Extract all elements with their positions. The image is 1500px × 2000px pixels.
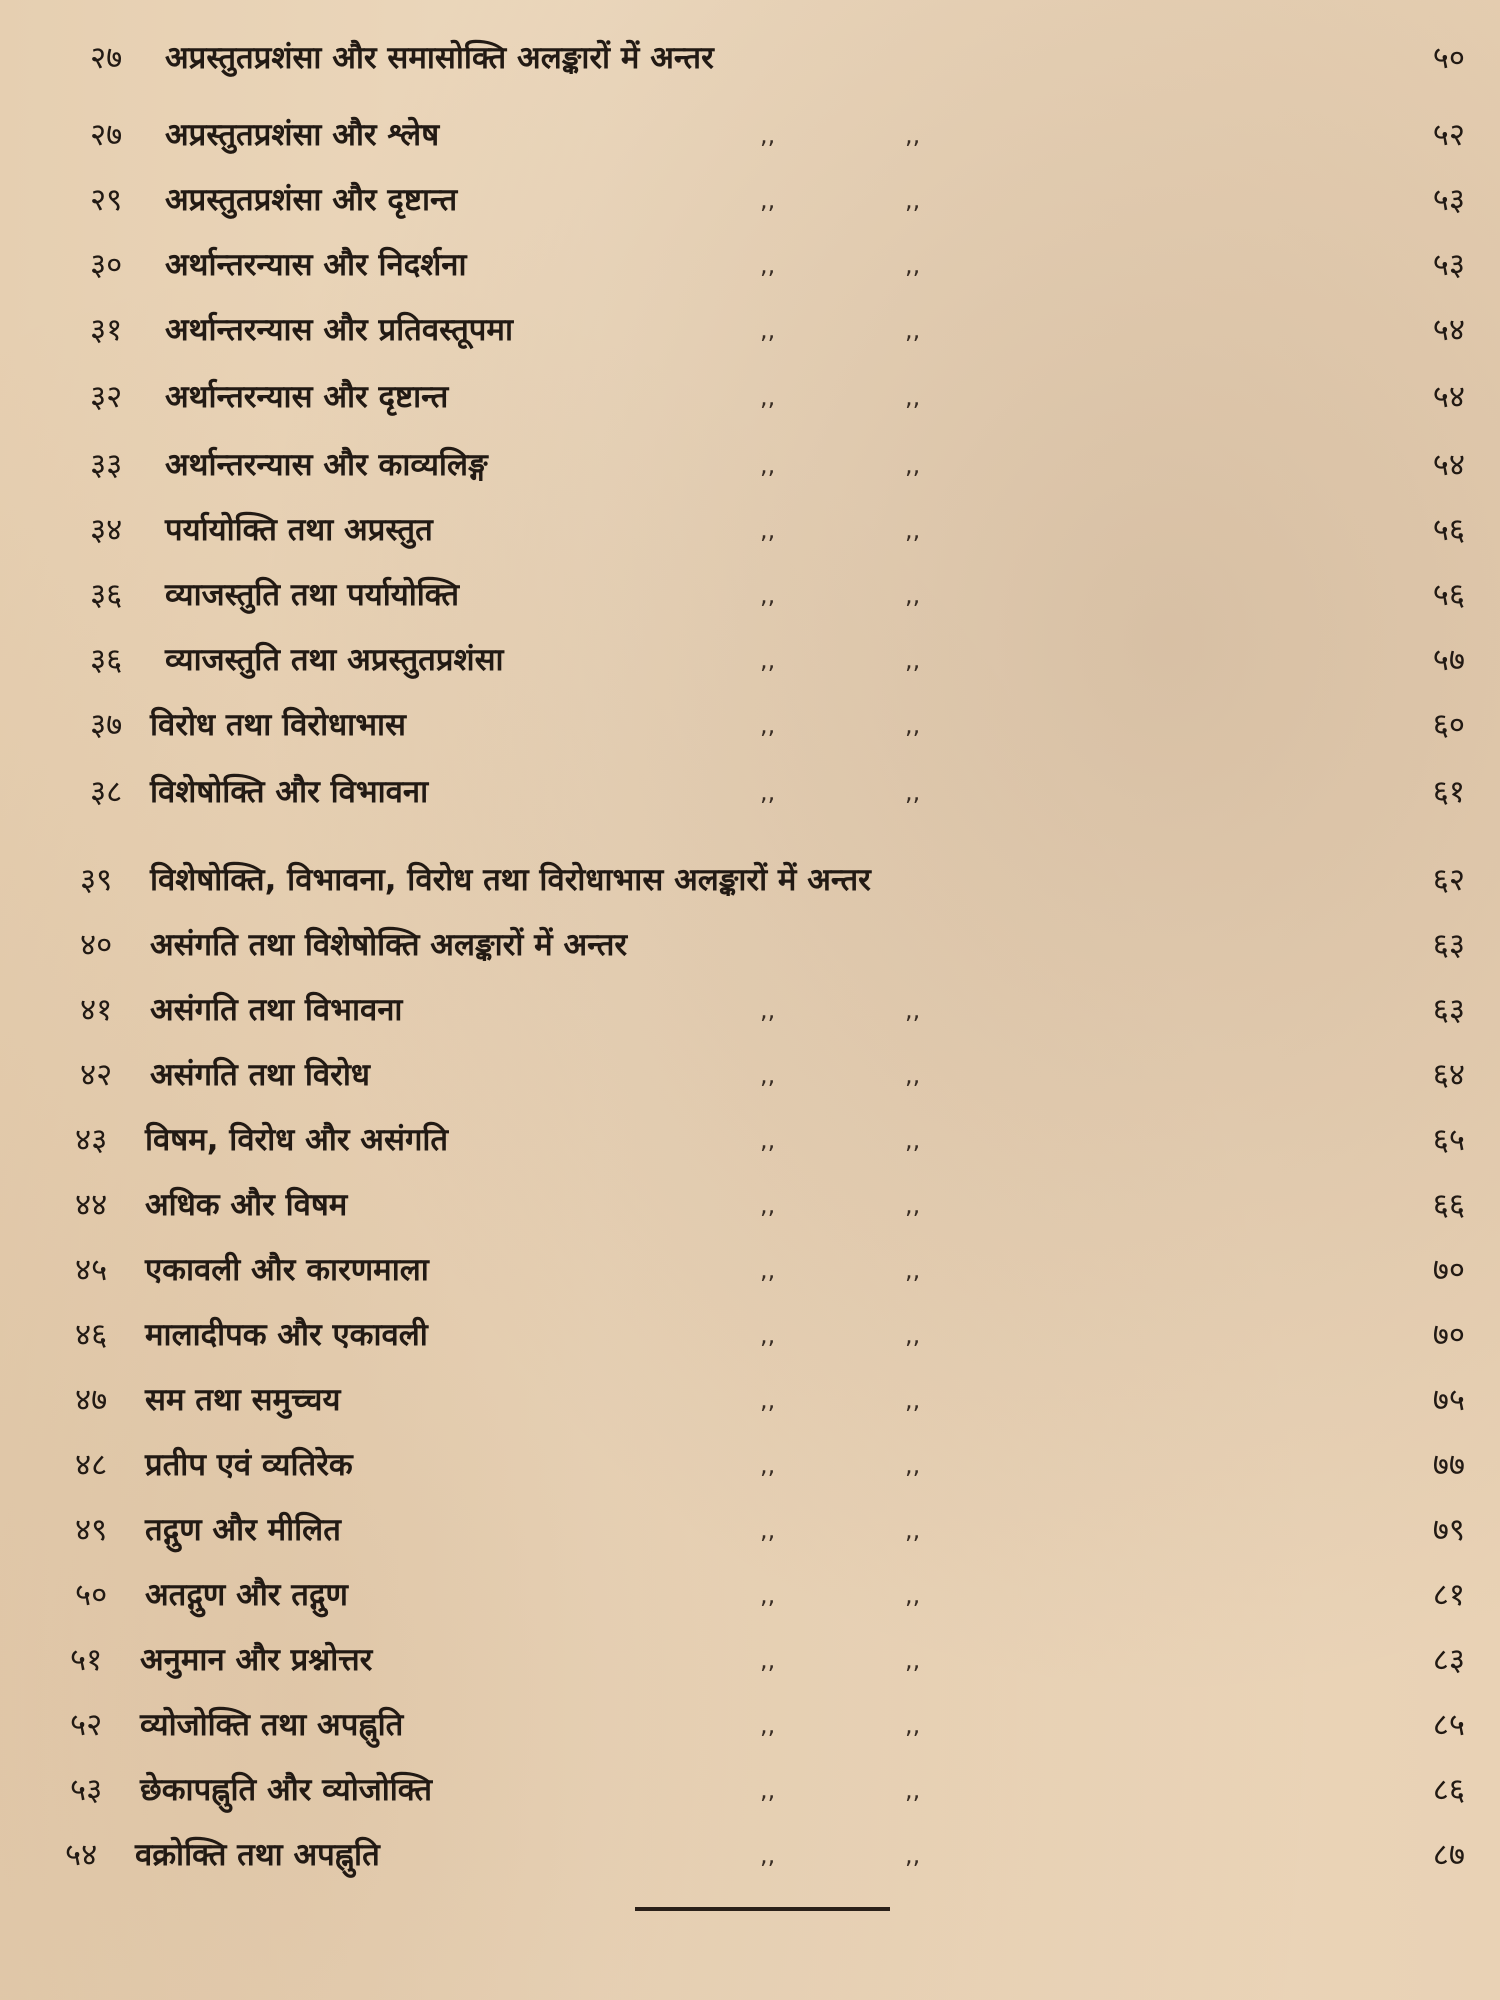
ditto-mark: ,, bbox=[905, 1776, 921, 1804]
toc-entry bbox=[0, 1570, 1500, 1620]
entry-page-number: ८५ bbox=[1432, 1707, 1465, 1743]
ditto-mark: ,, bbox=[905, 516, 921, 544]
ditto-mark: ,, bbox=[760, 996, 776, 1024]
entry-number: ३१ bbox=[90, 312, 123, 348]
entry-title: व्याजस्तुति तथा अप्रस्तुतप्रशंसा bbox=[165, 642, 504, 678]
entry-number: ४० bbox=[80, 927, 113, 963]
ditto-mark: ,, bbox=[760, 516, 776, 544]
ditto-mark: ,, bbox=[905, 383, 921, 411]
ditto-mark: ,, bbox=[905, 996, 921, 1024]
ditto-mark: ,, bbox=[905, 1126, 921, 1154]
entry-page-number: ५४ bbox=[1432, 447, 1465, 483]
entry-number: ५१ bbox=[70, 1642, 103, 1678]
entry-number: ४९ bbox=[75, 1512, 108, 1548]
entry-title: मालादीपक और एकावली bbox=[145, 1317, 428, 1353]
entry-number: ४१ bbox=[80, 992, 113, 1028]
entry-page-number: ७९ bbox=[1432, 1512, 1465, 1548]
toc-entry bbox=[0, 1700, 1500, 1750]
toc-entry bbox=[0, 1115, 1500, 1165]
entry-page-number: ६१ bbox=[1432, 774, 1465, 810]
entry-title: अनुमान और प्रश्नोत्तर bbox=[140, 1642, 373, 1678]
toc-entry bbox=[0, 985, 1500, 1035]
ditto-mark: ,, bbox=[905, 1061, 921, 1089]
entry-title: विषम, विरोध और असंगति bbox=[145, 1122, 449, 1158]
ditto-mark: ,, bbox=[905, 1191, 921, 1219]
entry-title: अर्थान्तरन्यास और काव्यलिङ्ग bbox=[165, 447, 488, 483]
entry-title: अप्रस्तुतप्रशंसा और समासोक्ति अलङ्कारों में अन्तर bbox=[165, 40, 714, 76]
toc-entry bbox=[0, 305, 1500, 355]
toc-entry bbox=[0, 1245, 1500, 1295]
entry-page-number: ७० bbox=[1432, 1317, 1465, 1353]
entry-title: अतद्गुण और तद्गुण bbox=[145, 1577, 348, 1613]
entry-title: एकावली और कारणमाला bbox=[145, 1252, 429, 1288]
entry-page-number: ६२ bbox=[1432, 862, 1465, 898]
entry-page-number: ५७ bbox=[1432, 642, 1465, 678]
entry-page-number: ६३ bbox=[1432, 927, 1465, 963]
ditto-mark: ,, bbox=[905, 1256, 921, 1284]
entry-title: विरोध तथा विरोधाभास bbox=[150, 707, 406, 743]
entry-page-number: ७५ bbox=[1432, 1382, 1465, 1418]
entry-title: वक्रोक्ति तथा अपह्नुति bbox=[135, 1837, 380, 1873]
entry-number: ५४ bbox=[65, 1837, 98, 1873]
toc-entry bbox=[0, 1310, 1500, 1360]
entry-page-number: ५२ bbox=[1432, 117, 1465, 153]
entry-page-number: ६६ bbox=[1432, 1187, 1465, 1223]
entry-page-number: ७० bbox=[1432, 1252, 1465, 1288]
ditto-mark: ,, bbox=[760, 711, 776, 739]
entry-title: तद्गुण और मीलित bbox=[145, 1512, 341, 1548]
entry-page-number: ६४ bbox=[1432, 1057, 1465, 1093]
toc-entry bbox=[0, 767, 1500, 817]
entry-title: असंगति तथा विरोध bbox=[150, 1057, 370, 1093]
entry-title: छेकापह्नुति और व्योजोक्ति bbox=[140, 1772, 433, 1808]
ditto-mark: ,, bbox=[760, 121, 776, 149]
entry-number: ३८ bbox=[90, 774, 123, 810]
entry-title: असंगति तथा विभावना bbox=[150, 992, 403, 1028]
entry-number: ३३ bbox=[90, 447, 123, 483]
ditto-mark: ,, bbox=[760, 1646, 776, 1674]
toc-entry bbox=[0, 700, 1500, 750]
entry-title: प्रतीप एवं व्यतिरेक bbox=[145, 1447, 353, 1483]
ditto-mark: ,, bbox=[905, 1581, 921, 1609]
entry-number: २७ bbox=[90, 117, 123, 153]
ditto-mark: ,, bbox=[760, 383, 776, 411]
ditto-mark: ,, bbox=[760, 778, 776, 806]
ditto-mark: ,, bbox=[905, 1451, 921, 1479]
entry-page-number: ५६ bbox=[1432, 577, 1465, 613]
ditto-mark: ,, bbox=[760, 1256, 776, 1284]
toc-entry bbox=[0, 1765, 1500, 1815]
entry-page-number: ५६ bbox=[1432, 512, 1465, 548]
ditto-mark: ,, bbox=[760, 186, 776, 214]
entry-number: ५२ bbox=[70, 1707, 103, 1743]
entry-title: व्योजोक्ति तथा अपह्नुति bbox=[140, 1707, 404, 1743]
entry-number: ४४ bbox=[75, 1187, 108, 1223]
ditto-mark: ,, bbox=[760, 251, 776, 279]
ditto-mark: ,, bbox=[760, 1776, 776, 1804]
ditto-mark: ,, bbox=[760, 1841, 776, 1869]
toc-entry bbox=[0, 1050, 1500, 1100]
ditto-mark: ,, bbox=[760, 1581, 776, 1609]
ditto-mark: ,, bbox=[760, 1516, 776, 1544]
ditto-mark: ,, bbox=[905, 251, 921, 279]
entry-number: ४५ bbox=[75, 1252, 108, 1288]
entry-number: ५० bbox=[75, 1577, 108, 1613]
entry-page-number: ६३ bbox=[1432, 992, 1465, 1028]
entry-number: २९ bbox=[90, 182, 123, 218]
entry-title: विशेषोक्ति, विभावना, विरोध तथा विरोधाभास अलङ्कारों में अन्तर bbox=[150, 862, 871, 898]
entry-number: ४७ bbox=[75, 1382, 108, 1418]
entry-number: ३७ bbox=[90, 707, 123, 743]
toc-entry bbox=[0, 570, 1500, 620]
entry-number: ४६ bbox=[75, 1317, 108, 1353]
entry-page-number: ६० bbox=[1432, 707, 1465, 743]
ditto-mark: ,, bbox=[905, 451, 921, 479]
ditto-mark: ,, bbox=[905, 1646, 921, 1674]
entry-title: पर्यायोक्ति तथा अप्रस्तुत bbox=[165, 512, 433, 548]
toc-entry bbox=[0, 855, 1500, 905]
entry-page-number: ५३ bbox=[1432, 247, 1465, 283]
entry-number: ३६ bbox=[90, 577, 123, 613]
toc-entry bbox=[0, 372, 1500, 422]
entry-number: ४३ bbox=[75, 1122, 108, 1158]
entry-title: सम तथा समुच्चय bbox=[145, 1382, 341, 1418]
toc-entry bbox=[0, 920, 1500, 970]
entry-number: ४२ bbox=[80, 1057, 113, 1093]
ditto-mark: ,, bbox=[905, 1386, 921, 1414]
ditto-mark: ,, bbox=[760, 316, 776, 344]
entry-number: ४८ bbox=[75, 1447, 108, 1483]
ditto-mark: ,, bbox=[760, 1321, 776, 1349]
toc-entry bbox=[0, 1505, 1500, 1555]
toc-entry bbox=[0, 175, 1500, 225]
ditto-mark: ,, bbox=[905, 1321, 921, 1349]
ditto-mark: ,, bbox=[760, 1126, 776, 1154]
toc-entry bbox=[0, 1180, 1500, 1230]
ditto-mark: ,, bbox=[760, 1711, 776, 1739]
ditto-mark: ,, bbox=[760, 1386, 776, 1414]
entry-number: ३६ bbox=[90, 642, 123, 678]
entry-page-number: ७७ bbox=[1432, 1447, 1465, 1483]
entry-page-number: ६५ bbox=[1432, 1122, 1465, 1158]
ditto-mark: ,, bbox=[905, 186, 921, 214]
toc-entry bbox=[0, 1375, 1500, 1425]
entry-title: अधिक और विषम bbox=[145, 1187, 348, 1223]
end-divider-line bbox=[635, 1907, 890, 1911]
toc-entry bbox=[0, 240, 1500, 290]
ditto-mark: ,, bbox=[760, 581, 776, 609]
entry-number: ३९ bbox=[80, 862, 113, 898]
entry-number: ३२ bbox=[90, 379, 123, 415]
entry-page-number: ८७ bbox=[1432, 1837, 1465, 1873]
ditto-mark: ,, bbox=[760, 646, 776, 674]
ditto-mark: ,, bbox=[905, 646, 921, 674]
entry-number: ३० bbox=[90, 247, 123, 283]
ditto-mark: ,, bbox=[905, 711, 921, 739]
entry-title: अप्रस्तुतप्रशंसा और दृष्टान्त bbox=[165, 182, 458, 218]
entry-page-number: ८१ bbox=[1432, 1577, 1465, 1613]
entry-page-number: ८६ bbox=[1432, 1772, 1465, 1808]
ditto-mark: ,, bbox=[905, 778, 921, 806]
ditto-mark: ,, bbox=[905, 1516, 921, 1544]
entry-page-number: ८३ bbox=[1432, 1642, 1465, 1678]
ditto-mark: ,, bbox=[905, 1711, 921, 1739]
toc-entry bbox=[0, 1440, 1500, 1490]
ditto-mark: ,, bbox=[760, 451, 776, 479]
toc-entry bbox=[0, 505, 1500, 555]
toc-entry bbox=[0, 1635, 1500, 1685]
ditto-mark: ,, bbox=[905, 1841, 921, 1869]
ditto-mark: ,, bbox=[760, 1451, 776, 1479]
toc-entry bbox=[0, 440, 1500, 490]
toc-entry bbox=[0, 1830, 1500, 1880]
entry-title: व्याजस्तुति तथा पर्यायोक्ति bbox=[165, 577, 460, 613]
ditto-mark: ,, bbox=[905, 316, 921, 344]
entry-title: असंगति तथा विशेषोक्ति अलङ्कारों में अन्तर bbox=[150, 927, 628, 963]
entry-title: अर्थान्तरन्यास और दृष्टान्त bbox=[165, 379, 449, 415]
entry-number: ३४ bbox=[90, 512, 123, 548]
entry-page-number: ५४ bbox=[1432, 312, 1465, 348]
toc-entry bbox=[0, 110, 1500, 160]
entry-page-number: ५० bbox=[1432, 40, 1465, 76]
entry-number: २७ bbox=[90, 40, 123, 76]
ditto-mark: ,, bbox=[760, 1191, 776, 1219]
entry-title: अर्थान्तरन्यास और निदर्शना bbox=[165, 247, 467, 283]
toc-entry bbox=[0, 33, 1500, 83]
ditto-mark: ,, bbox=[905, 581, 921, 609]
ditto-mark: ,, bbox=[760, 1061, 776, 1089]
entry-page-number: ५४ bbox=[1432, 379, 1465, 415]
ditto-mark: ,, bbox=[905, 121, 921, 149]
entry-title: विशेषोक्ति और विभावना bbox=[150, 774, 429, 810]
entry-number: ५३ bbox=[70, 1772, 103, 1808]
toc-entry bbox=[0, 635, 1500, 685]
entry-title: अर्थान्तरन्यास और प्रतिवस्तूपमा bbox=[165, 312, 513, 348]
entry-title: अप्रस्तुतप्रशंसा और श्लेष bbox=[165, 117, 440, 153]
entry-page-number: ५३ bbox=[1432, 182, 1465, 218]
